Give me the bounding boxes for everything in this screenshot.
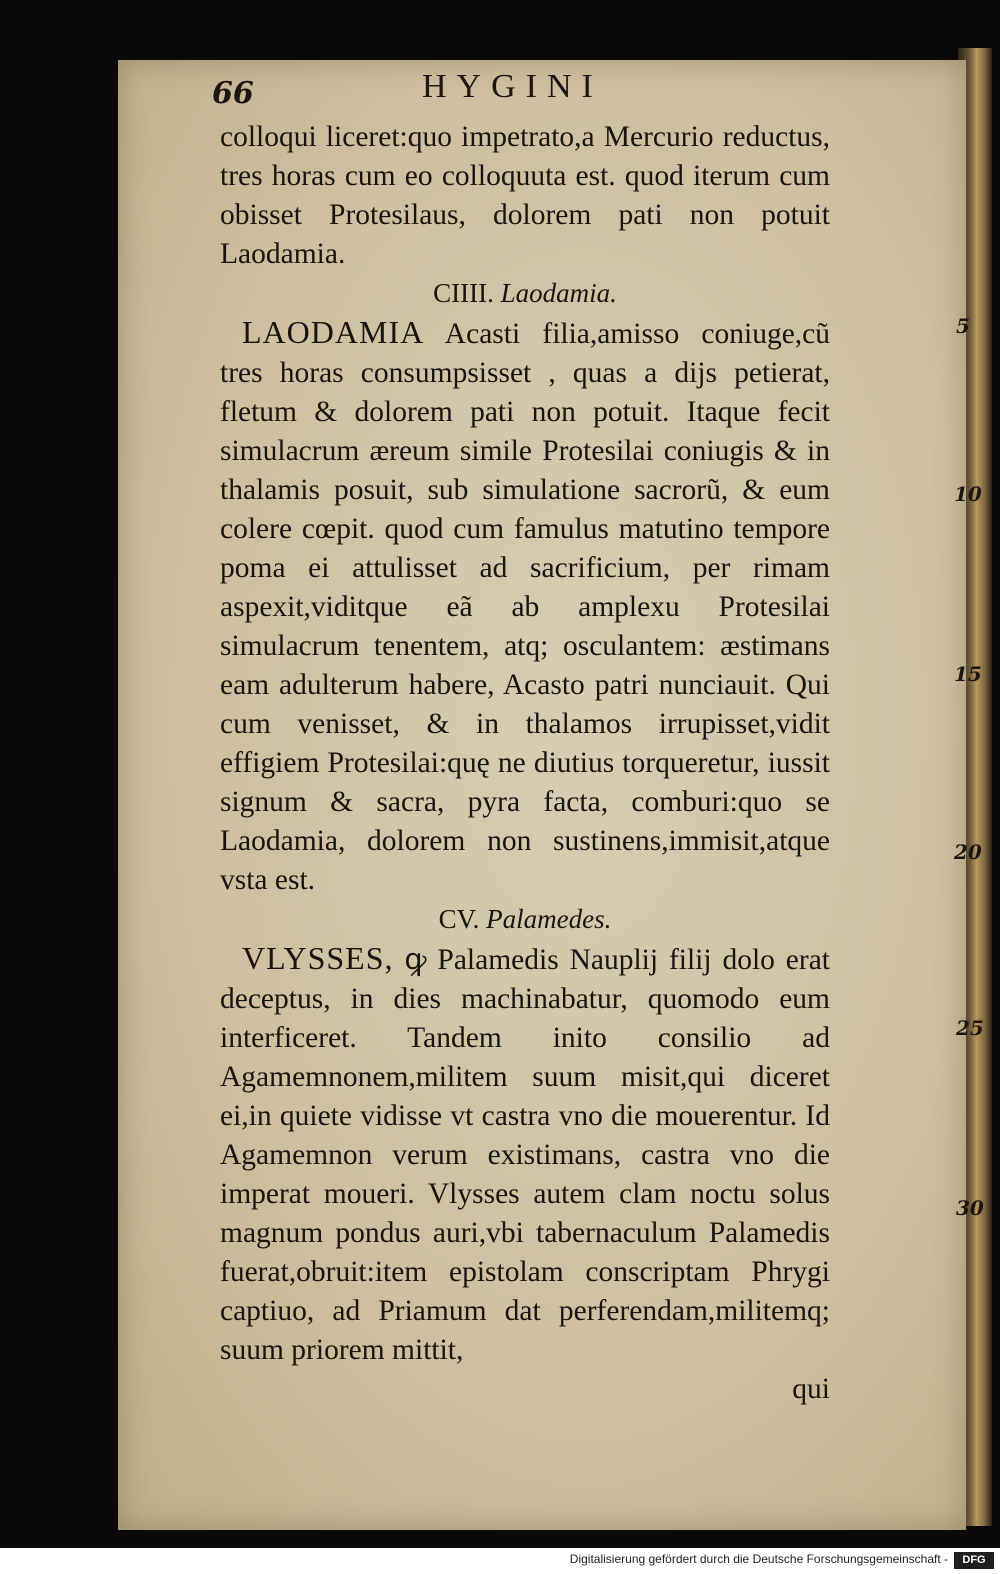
folio-number: 66 <box>212 76 254 111</box>
paragraph-palamedes <box>220 939 830 1370</box>
line-number: 25 <box>956 1016 984 1040</box>
line-number: 5 <box>956 314 970 338</box>
continuation-paragraph: colloqui liceret:quo impetrato,a Mercurio reductus, tres horas cum eo colloquuta est. quod iterum cum obisset Protesilaus, dolorem pati non potuit Laodamia. <box>220 121 830 270</box>
initial-word: LAODAMIA <box>242 314 425 350</box>
catchword: qui <box>792 1373 830 1405</box>
section-number: CIIII. <box>433 278 494 308</box>
paragraph-laodamia <box>220 313 830 900</box>
dfg-logo-icon: DFG <box>954 1552 994 1569</box>
paragraph-text: Acasti filia,amisso coniuge,cũ tres horas consumpsisset , quas a dijs petierat, fletum & dolorem pati non potuit. Itaque fecit simulacrum æreum simile Protesilai coniugis & in thalamis posuit, sub simulatione sacrorũ, & eum colere cœpit. quod cum famulus matutino tempore poma ei attulisset ad sacrificium, per rimam aspexit,viditque eã ab amplexu Protesilai simulacrum tenentem, atq; osculantem: æstimans eam adulterum habere, Acasto patri nunciauit. Qui cum venisset, & in thalamos irrupisset,vidit effigiem Protesilai:quę ne diutius torqueretur, iussit signum & sacra, pyra facta, comburi:quo se Laodamia, dolorem non sustinens,immisit,atque vsta est. <box>220 318 831 896</box>
line-number: 20 <box>954 840 982 864</box>
page-header <box>212 68 772 111</box>
footer-bar <box>0 1548 1000 1574</box>
initial-word: VLYSSES, <box>242 940 394 976</box>
section-title: Palamedes. <box>486 904 612 934</box>
running-title: HYGINI <box>422 68 603 105</box>
footer-credit: Digitalisierung gefördert durch die Deutsche Forschungsgemeinschaft - <box>569 1552 948 1566</box>
section-number: CV. <box>438 904 480 934</box>
line-number: 30 <box>956 1196 984 1220</box>
section-heading-palamedes <box>220 900 830 939</box>
section-heading-laodamia <box>220 274 830 313</box>
paragraph-text: ꝙ Palamedis Nauplij filij dolo erat deceptus, in dies machinabatur, quomodo eum interficeret. Tandem inito consilio ad Agamemnonem,militem suum misit,qui diceret ei,in quiete vidisse vt castra vno die mouerentur. Id Agamemnon verum existimans, castra vno die imperat moueri. Vlysses autem clam noctu solus magnum pondus auri,vbi tabernaculum Palamedis fuerat,obruit:item epistolam conscriptam Phrygi captiuo, ad Priamum dat perferendam,militemq; suum priorem mittit, <box>220 944 830 1366</box>
section-title: Laodamia. <box>500 278 617 308</box>
line-numbers-margin <box>948 0 988 1574</box>
line-number: 15 <box>954 662 982 686</box>
text-block <box>220 118 830 1409</box>
line-number: 10 <box>954 482 982 506</box>
